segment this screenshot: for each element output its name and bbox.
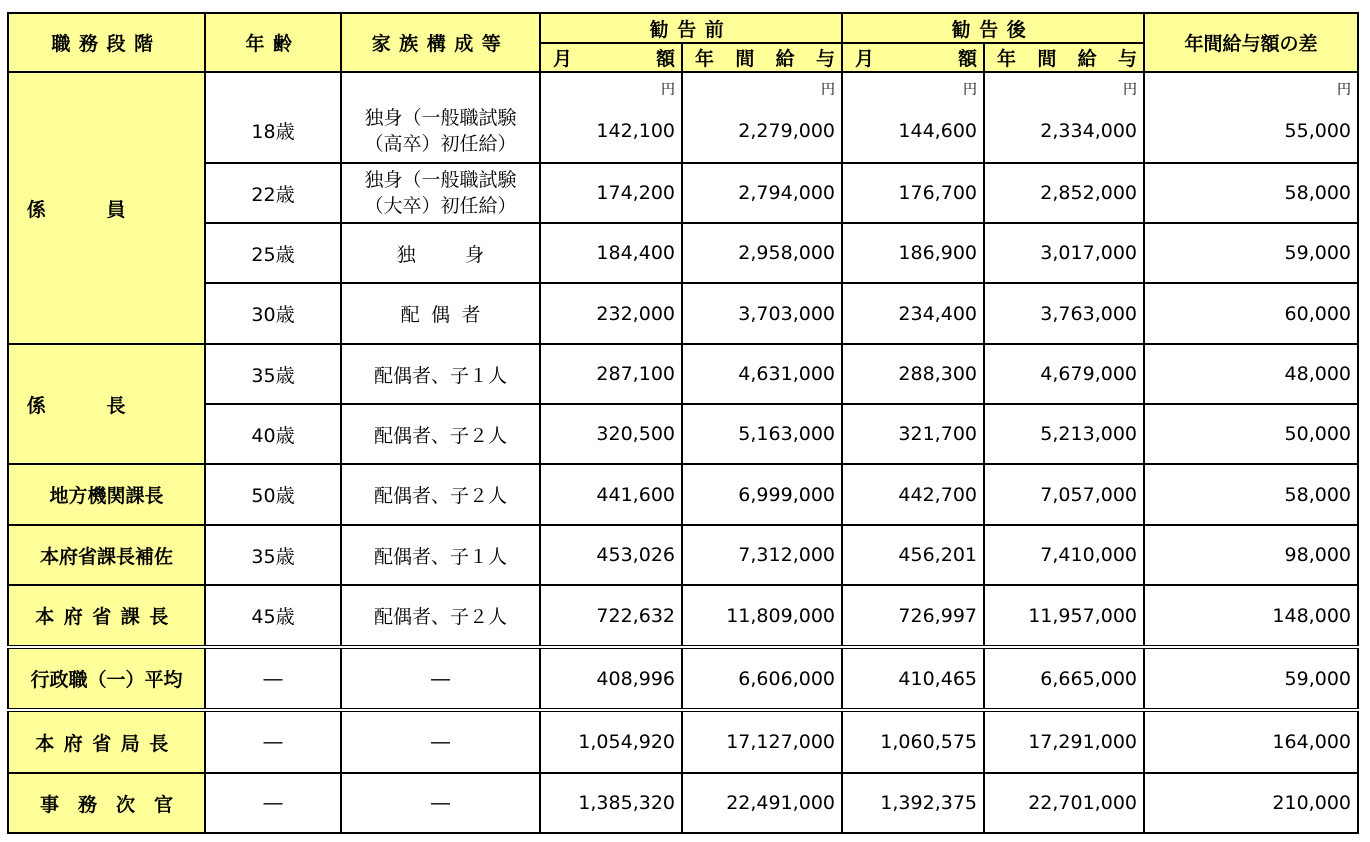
after-annual-cell: 3,763,000 xyxy=(984,283,1144,344)
rank-cell: 係員 xyxy=(8,72,205,344)
age-cell: 35歳 xyxy=(205,344,341,404)
rank-cell: 本府省課長補佐 xyxy=(8,525,205,585)
before-annual-cell: 2,958,000 xyxy=(682,223,842,283)
family-cell: 配偶者 xyxy=(341,283,540,344)
table-row xyxy=(8,223,1358,283)
before-annual-cell: 6,606,000 xyxy=(682,647,842,710)
family-cell: 独身（一般職試験 （大卒）初任給） xyxy=(341,163,540,223)
age-cell: 30歳 xyxy=(205,283,341,344)
before-annual-cell: 5,163,000 xyxy=(682,404,842,464)
after-monthly-cell: 456,201 xyxy=(842,525,984,585)
after-annual-cell: 17,291,000 xyxy=(984,710,1144,773)
family-cell: 配偶者、子１人 xyxy=(341,344,540,404)
after-monthly-cell: 288,300 xyxy=(842,344,984,404)
table-row xyxy=(8,404,1358,464)
before-annual-cell: 7,312,000 xyxy=(682,525,842,585)
salary-comparison-table xyxy=(7,12,1359,834)
after-annual-cell: 22,701,000 xyxy=(984,773,1144,833)
header-before: 勧告前 xyxy=(540,13,842,43)
age-cell: 50歳 xyxy=(205,464,341,525)
age-cell: 35歳 xyxy=(205,525,341,585)
age-cell: ― xyxy=(205,710,341,773)
after-monthly-cell: 1,392,375 xyxy=(842,773,984,833)
before-monthly-cell: 453,026 xyxy=(540,525,682,585)
header-rank: 職務段階 xyxy=(8,13,205,72)
table-row xyxy=(8,585,1358,647)
header-diff: 年間給与額の差 xyxy=(1144,13,1358,72)
before-annual-cell: 3,703,000 xyxy=(682,283,842,344)
family-cell: 配偶者、子１人 xyxy=(341,525,540,585)
age-cell: 40歳 xyxy=(205,404,341,464)
diff-cell: 164,000 xyxy=(1144,710,1358,773)
before-monthly-cell: 320,500 xyxy=(540,404,682,464)
family-cell: 独身（一般職試験 （高卒）初任給） xyxy=(341,72,540,163)
diff-cell: 58,000 xyxy=(1144,163,1358,223)
before-monthly-cell: 184,400 xyxy=(540,223,682,283)
header-after-annual: 年 間 給 与 xyxy=(984,43,1144,72)
before-monthly-cell: 1,385,320 xyxy=(540,773,682,833)
age-cell: 25歳 xyxy=(205,223,341,283)
salary-table-container xyxy=(7,12,1359,834)
header-family: 家族構成等 xyxy=(341,13,540,72)
before-monthly-cell: 441,600 xyxy=(540,464,682,525)
before-annual-cell: 4,631,000 xyxy=(682,344,842,404)
before-monthly-cell: 232,000 xyxy=(540,283,682,344)
family-cell: 独身 xyxy=(341,223,540,283)
diff-cell: 円 55,000 xyxy=(1144,72,1358,163)
after-monthly-cell: 186,900 xyxy=(842,223,984,283)
after-monthly-cell: 234,400 xyxy=(842,283,984,344)
table-row xyxy=(8,464,1358,525)
before-annual-cell: 17,127,000 xyxy=(682,710,842,773)
table-row xyxy=(8,647,1358,710)
diff-cell: 58,000 xyxy=(1144,464,1358,525)
header-before-monthly: 月 額 xyxy=(540,43,682,72)
before-monthly-cell: 円 142,100 xyxy=(540,72,682,163)
rank-cell: 事務次官 xyxy=(8,773,205,833)
age-cell: ― xyxy=(205,773,341,833)
header-after: 勧告後 xyxy=(842,13,1144,43)
age-cell: 45歳 xyxy=(205,585,341,647)
after-annual-cell: 2,852,000 xyxy=(984,163,1144,223)
header-age: 年齢 xyxy=(205,13,341,72)
after-monthly-cell: 円 144,600 xyxy=(842,72,984,163)
rank-cell: 地方機関課長 xyxy=(8,464,205,525)
diff-cell: 60,000 xyxy=(1144,283,1358,344)
after-annual-cell: 5,213,000 xyxy=(984,404,1144,464)
after-annual-cell: 6,665,000 xyxy=(984,647,1144,710)
before-monthly-cell: 408,996 xyxy=(540,647,682,710)
after-annual-cell: 円 2,334,000 xyxy=(984,72,1144,163)
after-monthly-cell: 442,700 xyxy=(842,464,984,525)
diff-cell: 50,000 xyxy=(1144,404,1358,464)
family-cell: ― xyxy=(341,710,540,773)
after-monthly-cell: 321,700 xyxy=(842,404,984,464)
family-cell: 配偶者、子２人 xyxy=(341,404,540,464)
family-cell: ― xyxy=(341,647,540,710)
diff-cell: 59,000 xyxy=(1144,647,1358,710)
rank-cell: 本府省課長 xyxy=(8,585,205,647)
before-annual-cell: 2,794,000 xyxy=(682,163,842,223)
rank-cell: 係長 xyxy=(8,344,205,464)
age-cell: 18歳 xyxy=(205,72,341,163)
before-monthly-cell: 1,054,920 xyxy=(540,710,682,773)
family-cell: 配偶者、子２人 xyxy=(341,585,540,647)
diff-cell: 98,000 xyxy=(1144,525,1358,585)
after-monthly-cell: 176,700 xyxy=(842,163,984,223)
table-row xyxy=(8,773,1358,833)
diff-cell: 48,000 xyxy=(1144,344,1358,404)
table-row xyxy=(8,72,1358,163)
after-annual-cell: 11,957,000 xyxy=(984,585,1144,647)
before-annual-cell: 6,999,000 xyxy=(682,464,842,525)
family-cell: 配偶者、子２人 xyxy=(341,464,540,525)
after-annual-cell: 7,410,000 xyxy=(984,525,1144,585)
before-annual-cell: 11,809,000 xyxy=(682,585,842,647)
table-row xyxy=(8,344,1358,404)
header-after-monthly: 月 額 xyxy=(842,43,984,72)
after-annual-cell: 3,017,000 xyxy=(984,223,1144,283)
family-cell: ― xyxy=(341,773,540,833)
after-monthly-cell: 1,060,575 xyxy=(842,710,984,773)
table-row xyxy=(8,163,1358,223)
table-row xyxy=(8,283,1358,344)
header-row-1 xyxy=(8,13,1358,43)
diff-cell: 210,000 xyxy=(1144,773,1358,833)
table-row xyxy=(8,710,1358,773)
before-monthly-cell: 287,100 xyxy=(540,344,682,404)
diff-cell: 148,000 xyxy=(1144,585,1358,647)
before-monthly-cell: 722,632 xyxy=(540,585,682,647)
rank-cell: 行政職（一）平均 xyxy=(8,647,205,710)
rank-cell: 本府省局長 xyxy=(8,710,205,773)
after-monthly-cell: 410,465 xyxy=(842,647,984,710)
diff-cell: 59,000 xyxy=(1144,223,1358,283)
header-before-annual: 年 間 給 与 xyxy=(682,43,842,72)
before-annual-cell: 円 2,279,000 xyxy=(682,72,842,163)
after-annual-cell: 4,679,000 xyxy=(984,344,1144,404)
age-cell: 22歳 xyxy=(205,163,341,223)
table-row xyxy=(8,525,1358,585)
after-monthly-cell: 726,997 xyxy=(842,585,984,647)
age-cell: ― xyxy=(205,647,341,710)
before-annual-cell: 22,491,000 xyxy=(682,773,842,833)
before-monthly-cell: 174,200 xyxy=(540,163,682,223)
after-annual-cell: 7,057,000 xyxy=(984,464,1144,525)
